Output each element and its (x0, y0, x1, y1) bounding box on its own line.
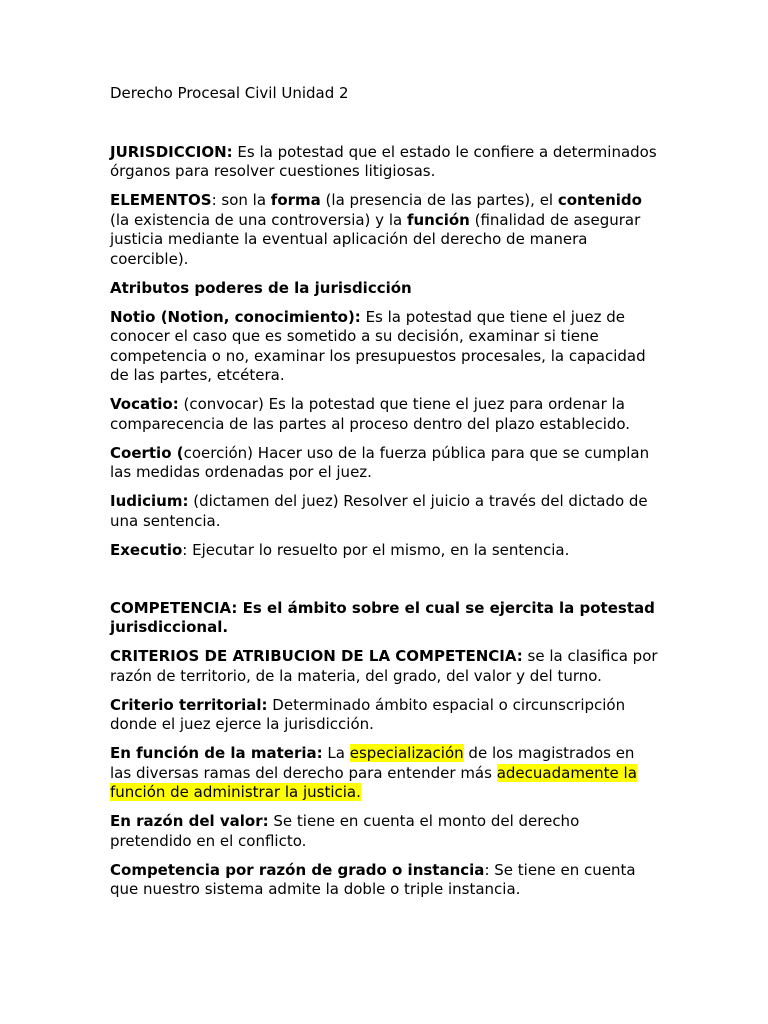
term-materia: En función de la materia: (110, 744, 323, 762)
heading-atributos-text: Atributos poderes de la jurisdicción (110, 278, 412, 297)
paragraph-notio (110, 308, 658, 386)
term-jurisdiccion: JURISDICCION: (110, 142, 233, 161)
text-jurisdiccion: Es la potestad que el estado le confiere a determinados órganos para resolver cuestiones litigiosas. (110, 142, 657, 180)
text-elementos-2: (la presencia de las partes), el (320, 191, 558, 209)
text-vocatio: (convocar) Es la potestad que tiene el juez para ordenar la comparecencia de las partes al proceso dentro del plazo establecido. (110, 395, 631, 433)
heading-atributos (110, 279, 658, 299)
term-criterios: CRITERIOS DE ATRIBUCION DE LA COMPETENCIA: (110, 647, 523, 665)
text-materia-1: La (322, 744, 350, 762)
paragraph-valor (110, 812, 658, 851)
paragraph-vocatio (110, 395, 658, 434)
document-page (110, 84, 658, 909)
paragraph-competencia (110, 599, 658, 638)
paragraph-criterios (110, 647, 658, 686)
paragraph-coertio (110, 444, 658, 483)
blank-line (110, 570, 658, 599)
paragraph-grado (110, 861, 658, 900)
highlight-especializacion: especialización (349, 744, 464, 762)
text-elementos-1: : son la (211, 191, 271, 209)
text-competencia: COMPETENCIA: Es el ámbito sobre el cual se ejercita la potestad jurisdiccional. (110, 598, 655, 636)
paragraph-jurisdiccion (110, 143, 658, 182)
text-iudicium: (dictamen del juez) Resolver el juicio a través del dictado de una sentencia. (110, 492, 648, 530)
term-vocatio: Vocatio: (110, 395, 179, 413)
text-notio: Es la potestad que tiene el juez de conocer el caso que es sometido a su decisión, examinar si tiene competencia o no, examinar los presupuestos procesales, la capacidad de las partes, etcétera. (110, 307, 646, 384)
document-title: Derecho Procesal Civil Unidad 2 (110, 84, 349, 102)
term-forma: forma (270, 191, 321, 209)
text-elementos-4: (finalidad de asegurar justicia mediante la eventual aplicación del derecho de manera coercible). (110, 210, 641, 268)
text-materia-2: de los magistrados en las diversas ramas del derecho para entender más (110, 744, 635, 782)
text-valor: Se tiene en cuenta el monto del derecho pretendido en el conflicto. (110, 812, 580, 850)
text-territorial: Determinado ámbito espacial o circunscripción donde el juez ejerce la jurisdicción. (110, 695, 626, 733)
text-criterios: se la clasifica por razón de territorio, de la materia, del grado, del valor y del turno. (110, 647, 658, 685)
term-elementos: ELEMENTOS (110, 191, 212, 209)
term-grado: Competencia por razón de grado o instancia (110, 860, 485, 879)
paragraph-materia (110, 744, 658, 803)
term-coertio: Coertio ( (110, 443, 184, 462)
term-executio: Executio (110, 540, 183, 559)
term-contenido: contenido (557, 191, 642, 209)
term-valor: En razón del valor: (110, 812, 269, 830)
text-executio: : Ejecutar lo resuelto por el mismo, en la sentencia. (182, 540, 570, 559)
paragraph-executio (110, 541, 658, 561)
paragraph-elementos (110, 191, 658, 269)
term-notio: Notio (Notion, conocimiento): (110, 307, 361, 326)
term-territorial: Criterio territorial: (110, 695, 268, 714)
highlight-adecuadamente: adecuadamente la función de administrar la justicia. (110, 763, 637, 801)
text-coertio: coerción) Hacer uso de la fuerza pública para que se cumplan las medidas ordenadas por el juez. (110, 443, 650, 481)
text-elementos-3: (la existencia de una controversia) y la (110, 210, 407, 229)
paragraph-iudicium (110, 492, 658, 531)
paragraph-territorial (110, 696, 658, 735)
term-iudicium: Iudicium: (110, 492, 189, 510)
term-funcion: función (406, 210, 470, 229)
text-grado: : Se tiene en cuenta que nuestro sistema admite la doble o triple instancia. (110, 860, 636, 898)
